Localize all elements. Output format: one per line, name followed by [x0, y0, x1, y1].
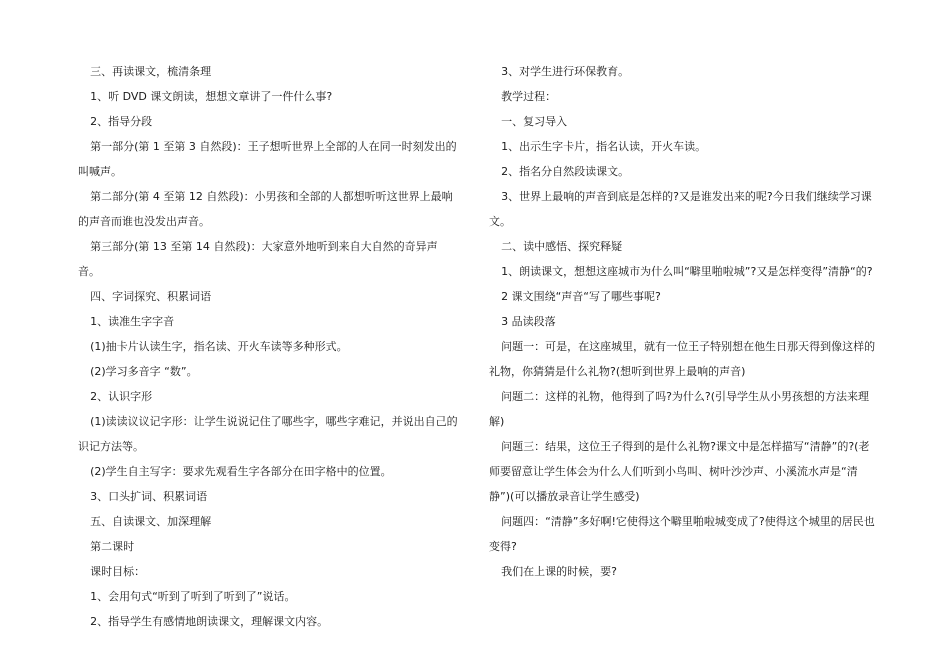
paragraph: 2 课文围绕“声音“写了哪些事呢? — [501, 290, 661, 303]
paragraph: (2)学生自主写字：要求先观看生字各部分在田字格中的位置。 — [90, 465, 392, 478]
paragraph: 第一部分(第 1 至第 3 自然段)：王子想听世界上全部的人在同一时刻发出的叫喊声。 — [78, 140, 457, 178]
paragraph: 3、世界上最响的声音到底是怎样的?又是谁发出来的呢?今日我们继续学习课文。 — [489, 190, 872, 228]
paragraph: 二、读中感悟、探究释疑 — [501, 240, 623, 253]
paragraph: 课时目标： — [90, 565, 146, 578]
paragraph: 第二部分(第 4 至第 12 自然段)：小男孩和全部的人都想听听这世界上最响的声音而谁也没发出声音。 — [78, 190, 453, 228]
paragraph: 第三部分(第 13 至第 14 自然段)：大家意外地听到来自大自然的奇异声音。 — [78, 240, 438, 278]
paragraph: 一、复习导入 — [501, 115, 568, 128]
paragraph: 2、指名分自然段读课文。 — [501, 165, 630, 178]
paragraph: 1、听 DVD 课文朗读，想想文章讲了一件什么事? — [90, 90, 333, 103]
paragraph: (1)读读议议记字形：让学生说说记住了哪些字，哪些字难记，并说出自己的识记方法等。 — [78, 415, 458, 453]
paragraph: 1、读准生字字音 — [90, 315, 175, 328]
paragraph: (1)抽卡片认读生字，指名读、开火车读等多种形式。 — [90, 340, 348, 353]
paragraph: 3 品读段落 — [501, 315, 556, 328]
paragraph: 3、口头扩词、积累词语 — [90, 490, 208, 503]
paragraph: (2)学习多音字 “数”。 — [90, 365, 198, 378]
left-column — [78, 59, 458, 634]
right-column — [489, 59, 877, 584]
paragraph: 问题二：这样的礼物，他得到了吗?为什么?(引导学生从小男孩想的方法来理解) — [489, 390, 870, 428]
paragraph: 问题一：可是，在这座城里，就有一位王子特别想在他生日那天得到像这样的礼物，你猜猜是什么礼物?(想听到世界上最响的声音) — [489, 340, 876, 378]
paragraph: 1、会用句式“听到了听到了听到了”说话。 — [90, 590, 296, 603]
paragraph: 三、再读课文，梳清条理 — [90, 65, 212, 78]
paragraph: 教学过程： — [501, 90, 557, 103]
paragraph: 2、认识字形 — [90, 390, 153, 403]
paragraph: 我们在上课的时候，要? — [501, 565, 617, 578]
paragraph: 问题三：结果，这位王子得到的是什么礼物?课文中是怎样描写“清静”的?(老师要留意让学生体会为什么人们听到小鸟叫、树叶沙沙声、小溪流水声是“清静”)(可以播放录音让学生感受) — [489, 440, 870, 503]
paragraph: 1、出示生字卡片，指名认读，开火车读。 — [501, 140, 707, 153]
paragraph: 2、指导学生有感情地朗读课文，理解课文内容。 — [90, 615, 329, 628]
paragraph: 2、指导分段 — [90, 115, 153, 128]
paragraph: 五、自读课文、加深理解 — [90, 515, 212, 528]
paragraph: 问题四：“清静”多好啊!它使得这个噼里啪啦城变成了?使得这个城里的居民也变得? — [489, 515, 875, 553]
paragraph: 第二课时 — [90, 540, 135, 553]
paragraph: 四、字词探究、积累词语 — [90, 290, 212, 303]
paragraph: 1、朗读课文，想想这座城市为什么叫“噼里啪啦城”?又是怎样变得”清静“的? — [501, 265, 873, 278]
paragraph: 3、对学生进行环保教育。 — [501, 65, 630, 78]
